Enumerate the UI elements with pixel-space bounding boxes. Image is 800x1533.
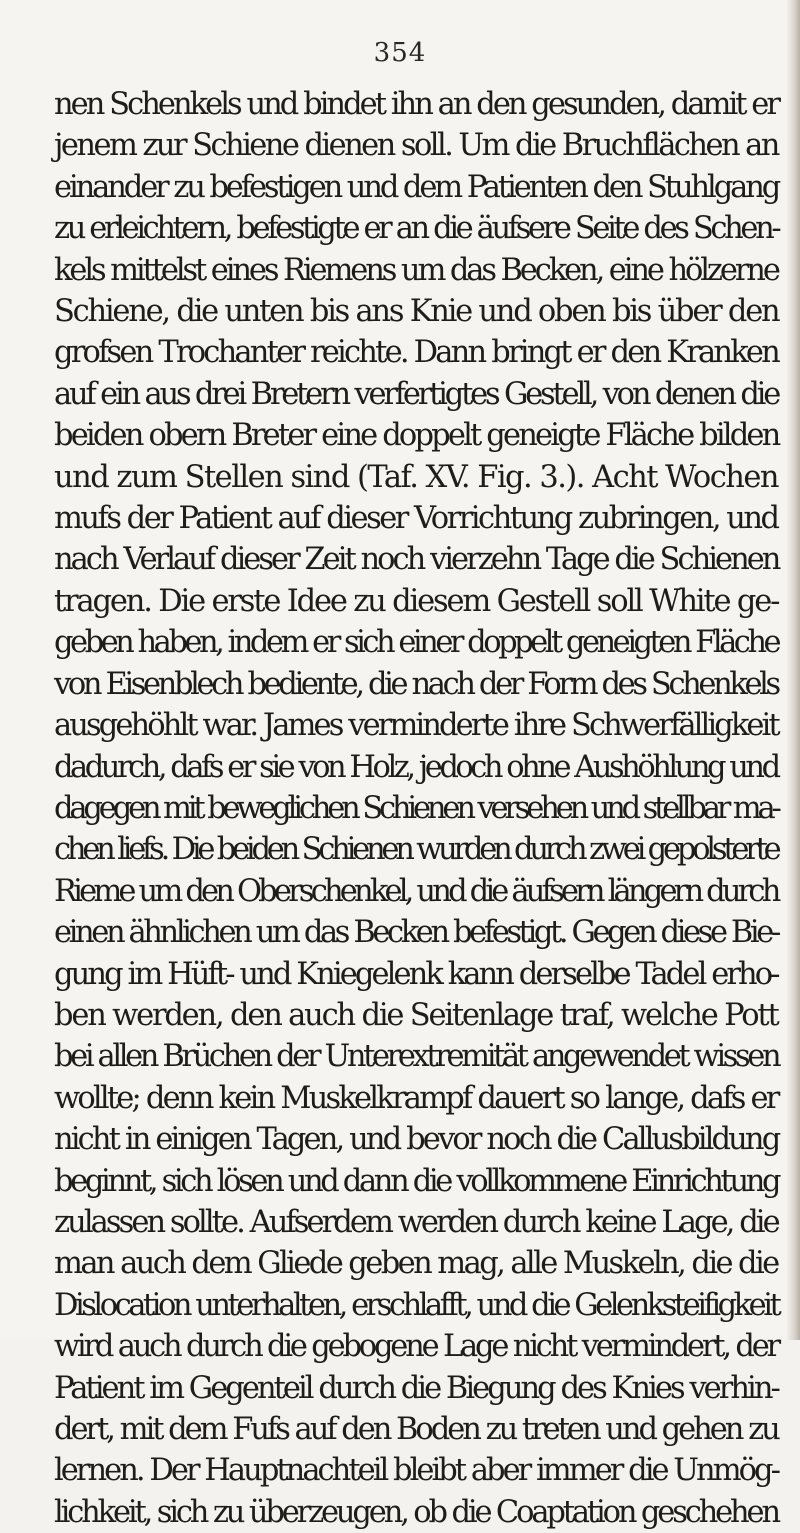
text-line: nicht in einigen Tagen, und bevor noch die Callusbildung [54,1122,779,1158]
text-line: zulassen sollte. Aufserdem werden durch keine Lage, die [54,1204,778,1240]
text-line: Patient im Gegenteil durch die Biegung des Knies verhin- [54,1370,778,1406]
text-line: beiden obern Breter eine doppelt geneigte Fläche bilden [54,418,779,454]
text-line: lernen. Der Hauptnachteil bleibt aber immer die Unmög- [54,1453,778,1489]
text-line: kels mittelst eines Riemens um das Becken, eine hölzerne [54,252,778,288]
text-line: und zum Stellen sind (Taf. XV. Fig. 3.). Acht Wochen [54,459,779,495]
text-line: geben haben, indem er sich einer doppelt geneigten Fläche [54,625,779,661]
text-line: nen Schenkels und bindet ihn an den gesunden, damit er [54,87,778,122]
text-line: gung im Hüft- und Kniegelenk kann derselbe Tadel erho- [54,956,778,992]
text-line: zu erleichtern, befestigte er an die äufsere Seite des Schen- [54,211,779,247]
text-line: ausgehöhlt war. James verminderte ihre Schwerfälligkeit [54,708,778,744]
text-line: jenem zur Schiene dienen soll. Um die Bruchflächen an [54,128,778,164]
text-line: auf ein aus drei Bretern verfertigtes Gestell, von denen die [54,376,779,412]
text-line: lichkeit, sich zu überzeugen, ob die Coaptation geschehen [54,1494,778,1530]
text-line: einen ähnlichen um das Becken befestigt. Gegen diese Bie- [54,915,778,951]
body-text [54,84,778,1533]
text-line: von Eisenblech bediente, die nach der Form des Schenkels [54,666,778,702]
text-line: Rieme um den Oberschenkel, und die äufsern längern durch [54,873,778,909]
text-line: wird auch durch die gebogene Lage nicht vermindert, der [54,1329,778,1365]
text-line: einander zu befestigen und dem Patienten den Stuhlgang [54,169,779,205]
text-line: nach Verlauf dieser Zeit noch vierzehn Tage die Schienen [54,542,779,578]
text-line: grofsen Trochanter reichte. Dann bringt er den Kranken [54,335,779,371]
text-line: tragen. Die erste Idee zu diesem Gestell soll White ge- [54,583,779,619]
text-line: beginnt, sich lösen und dann die vollkommene Einrichtung [54,1163,779,1199]
page-number: 354 [373,38,427,68]
text-line: Dislocation unterhalten, erschlafft, und die Gelenksteifigkeit [54,1287,779,1323]
text-line: dadurch, dafs er sie von Holz, jedoch ohne Aushöhlung und [54,749,778,785]
text-line: chen liefs. Die beiden Schienen wurden durch zwei gepolsterte [54,832,778,868]
text-line: dagegen mit beweglichen Schienen versehen und stellbar ma- [54,790,778,826]
page-edge-shadow [786,0,800,1340]
text-line: man auch dem Gliede geben mag, alle Muskeln, die die [54,1246,778,1282]
text-line: Schiene, die unten bis ans Knie und oben bis über den [54,294,779,330]
text-line: mufs der Patient auf dieser Vorrichtung zubringen, und [54,501,778,537]
text-line: bei allen Brüchen der Unterextremität angewendet wissen [54,1039,779,1075]
text-line: ben werden, den auch die Seitenlage traf, welche Pott [54,997,778,1033]
text-line: dert, mit dem Fufs auf den Boden zu treten und gehen zu [54,1412,778,1447]
text-line: wollte; denn kein Muskelkrampf dauert so lange, dafs er [54,1080,778,1116]
